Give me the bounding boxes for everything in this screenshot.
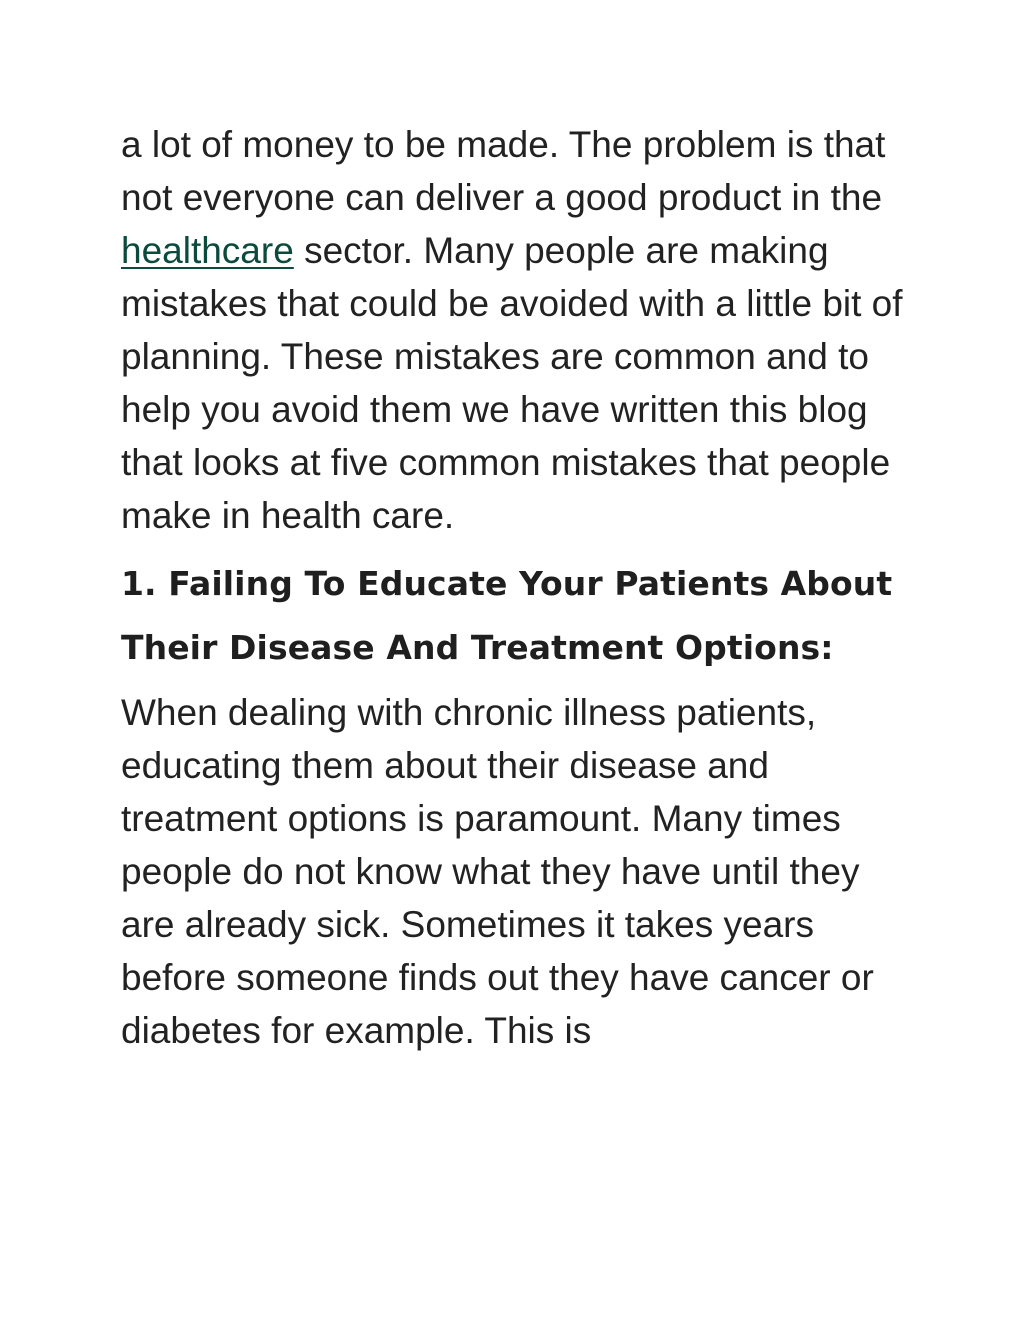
intro-paragraph xyxy=(121,118,911,542)
intro-text-start: a lot of money to be made. The problem is that not everyone can deliver a good product in the xyxy=(121,124,886,218)
healthcare-link[interactable]: healthcare xyxy=(121,230,294,271)
section-body-paragraph: When dealing with chronic illness patients, educating them about their disease and treatment options is paramount. Many times people do not know what they have until they are already sick. Sometimes it takes years before someone finds out they have cancer or diabetes for example. This is xyxy=(121,692,874,1051)
section-heading: 1. Failing To Educate Your Patients About Their Disease And Treatment Options: xyxy=(121,564,893,667)
document-page xyxy=(121,118,911,1057)
intro-text-end: sector. Many people are making mistakes that could be avoided with a little bit of planning. These mistakes are common and to help you avoid them we have written this blog that looks at five common mistakes that people make in health care. xyxy=(121,230,903,536)
